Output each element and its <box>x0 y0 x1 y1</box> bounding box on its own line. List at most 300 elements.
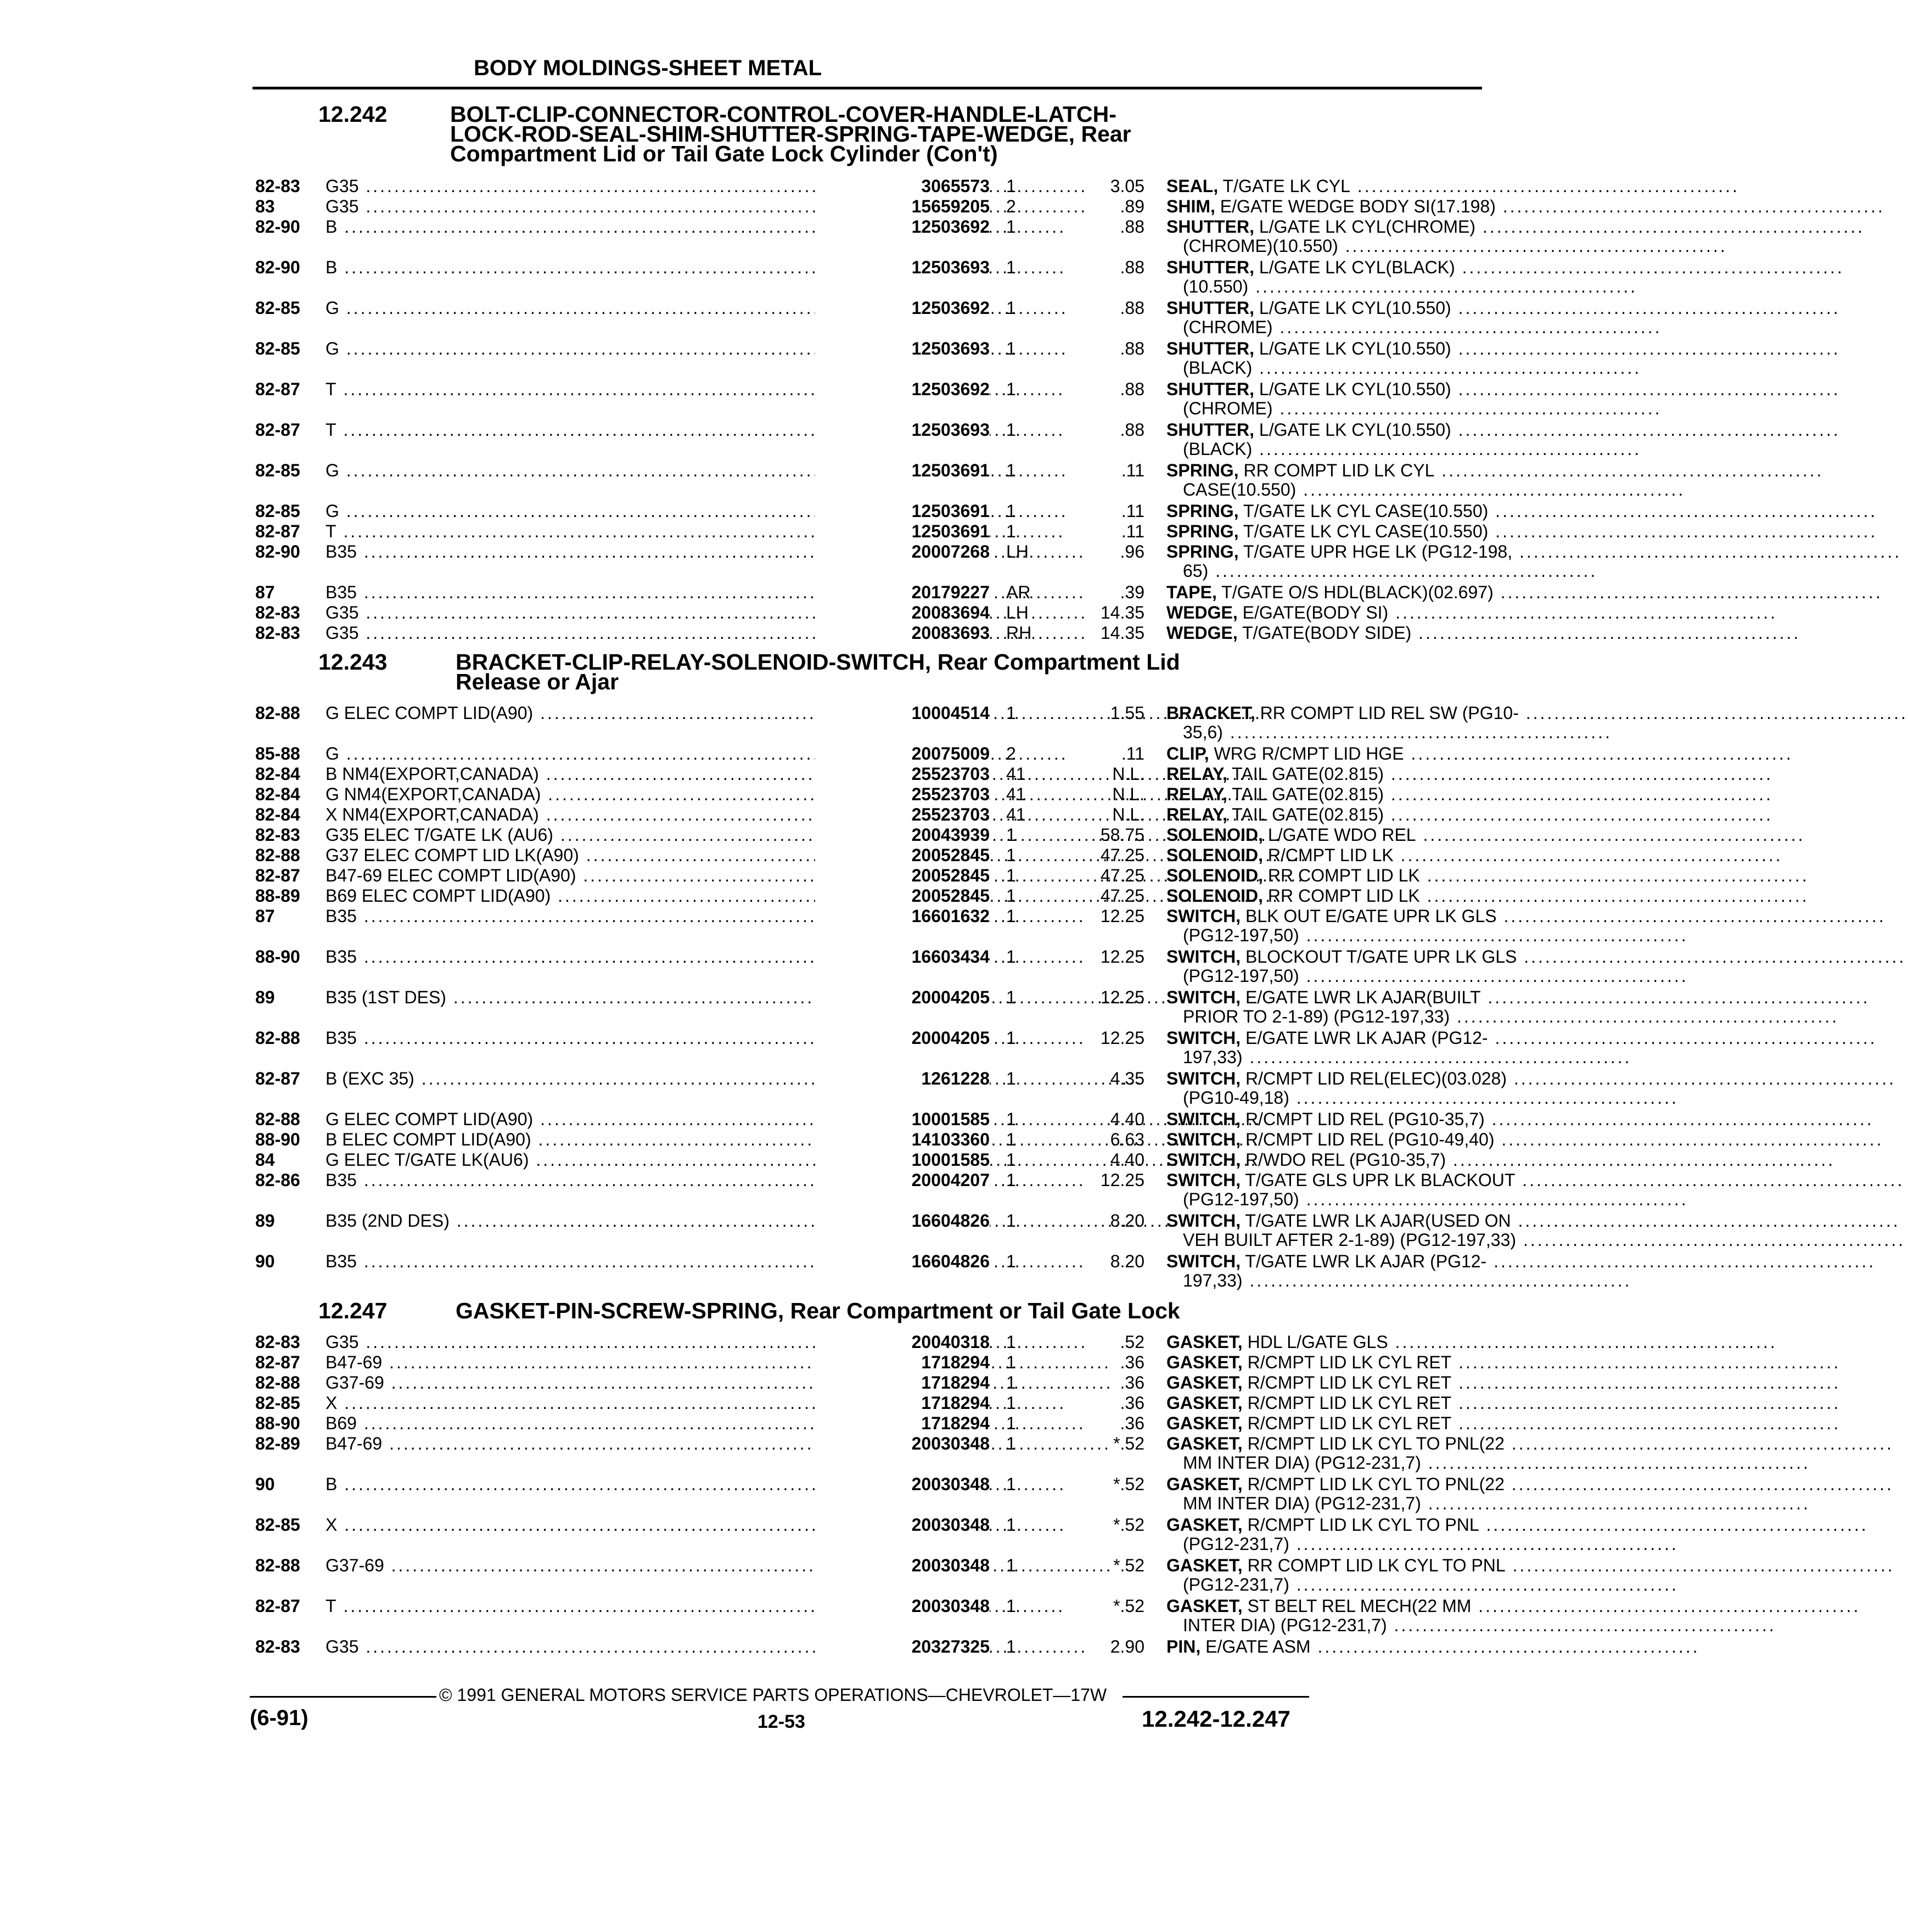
quantity: 1 <box>1006 1069 1016 1088</box>
model-code: B47-69 ELEC COMPT LID(A90) ..... <box>326 866 885 885</box>
price: .88 <box>1120 339 1144 358</box>
price: 58.75 <box>1100 825 1144 845</box>
price: .52 <box>1120 1332 1144 1352</box>
price: 3.05 <box>1110 176 1144 196</box>
part-name: GASKET, <box>1166 1596 1243 1616</box>
part-number: 20030348 <box>815 1434 990 1453</box>
part-name: SWITCH, <box>1166 1150 1241 1170</box>
part-detail: T/GATE LK CYL CASE(10.550) <box>1238 501 1489 521</box>
model-year: 82-87 <box>255 420 300 440</box>
quantity: 1 <box>1006 866 1016 885</box>
part-detail: R/CMPT LID LK CYL RET <box>1242 1393 1452 1413</box>
price: *.52 <box>1113 1555 1144 1575</box>
part-detail-continued: 197,33) ..... <box>1166 1048 1562 1067</box>
part-name: SWITCH, <box>1166 1069 1241 1088</box>
price: .11 <box>1121 501 1144 521</box>
part-detail: BLOCKOUT T/GATE UPR LK GLS <box>1241 947 1517 967</box>
part-description <box>1166 1373 1562 1392</box>
part-name: SPRING, <box>1166 542 1239 561</box>
model-code: G ..... <box>326 744 885 763</box>
model-year: 82-88 <box>255 1028 300 1048</box>
part-detail: L/GATE LK CYL(10.550) <box>1254 379 1451 399</box>
model-code: X ..... <box>326 1515 885 1535</box>
price: 4.35 <box>1110 1069 1144 1088</box>
model-code: B35 ..... <box>326 583 885 602</box>
part-detail-continued: PRIOR TO 2-1-89) (PG12-197,33) ..... <box>1166 1007 1562 1026</box>
quantity: 1 <box>1006 501 1016 521</box>
part-description <box>1166 785 1562 804</box>
part-detail: T/GATE GLS UPR LK BLACKOUT <box>1241 1170 1516 1190</box>
part-detail: R/CMPT LID REL(ELEC)(03.028) <box>1241 1069 1507 1088</box>
part-detail: R/CMPT LID LK CYL TO PNL(22 <box>1242 1474 1505 1494</box>
quantity: 1 <box>1006 1393 1016 1413</box>
part-detail: R/CMPT LID LK CYL TO PNL <box>1242 1515 1479 1535</box>
part-name: WEDGE, <box>1166 623 1238 643</box>
model-year: 84 <box>255 1150 275 1170</box>
part-name: CLIP, <box>1166 744 1209 763</box>
quantity: 1 <box>1006 1211 1016 1231</box>
price: 2.90 <box>1110 1637 1144 1656</box>
model-year: 82-84 <box>255 764 300 784</box>
model-year: 82-88 <box>255 1109 300 1129</box>
part-number: 20004207 <box>815 1171 990 1190</box>
model-code: G35 ..... <box>326 197 885 216</box>
price: N.L. <box>1112 764 1144 784</box>
price: .96 <box>1120 542 1144 561</box>
part-name: SHIM, <box>1166 196 1215 216</box>
model-code: G ELEC COMPT LID(A90) ..... <box>326 1110 885 1129</box>
quantity: 1 <box>1006 1515 1016 1535</box>
price: .36 <box>1120 1393 1144 1413</box>
part-description <box>1166 177 1562 196</box>
model-year: 88-90 <box>255 1130 300 1149</box>
part-number: 12503691 <box>815 502 990 521</box>
section-number: 12.243 <box>318 649 388 675</box>
part-description <box>1166 988 1562 1026</box>
price: 47.25 <box>1100 886 1144 906</box>
part-detail: R/CMPT LID LK CYL RET <box>1242 1373 1452 1392</box>
part-number: 20052845 <box>815 846 990 865</box>
part-detail: L/GATE LK CYL(10.550) <box>1254 298 1451 318</box>
part-number: 16604826 <box>815 1211 990 1231</box>
part-number: 1718294 <box>815 1373 990 1392</box>
part-description <box>1166 197 1562 216</box>
part-number: 20004205 <box>815 1029 990 1048</box>
section-heading: BRACKET-CLIP-RELAY-SOLENOID-SWITCH, Rear Compartment Lid Release or Ajar <box>456 649 1180 694</box>
part-name: SHUTTER, <box>1166 217 1254 237</box>
part-number: 20030348 <box>815 1475 990 1494</box>
model-code: B (EXC 35) ..... <box>326 1069 885 1088</box>
part-name: SOLENOID, <box>1166 886 1264 906</box>
model-code: G35 ELEC T/GATE LK (AU6) ..... <box>326 825 885 845</box>
part-number: 1718294 <box>815 1414 990 1433</box>
part-description <box>1166 603 1562 622</box>
part-detail-continued: MM INTER DIA) (PG12-231,7) ..... <box>1166 1494 1562 1513</box>
part-number: 20030348 <box>815 1515 990 1535</box>
part-detail: L/GATE WDO REL <box>1263 825 1416 845</box>
part-detail: HDL L/GATE GLS <box>1242 1332 1388 1352</box>
quantity: 41 <box>1006 805 1026 824</box>
quantity: RH <box>1006 623 1032 643</box>
price: 12.25 <box>1100 987 1144 1007</box>
part-name: SWITCH, <box>1166 906 1241 926</box>
quantity: 1 <box>1006 217 1016 237</box>
price: .36 <box>1120 1413 1144 1433</box>
part-number: 20030348 <box>815 1597 990 1616</box>
part-number: 20052845 <box>815 886 990 906</box>
part-number: 25523703 <box>815 805 990 824</box>
quantity: 1 <box>1006 1028 1016 1048</box>
model-code: B ELEC COMPT LID(A90) ..... <box>326 1130 885 1149</box>
part-description <box>1166 299 1562 337</box>
quantity: 1 <box>1006 845 1016 865</box>
part-name: SHUTTER, <box>1166 298 1254 318</box>
model-year: 82-87 <box>255 866 300 885</box>
part-detail-continued: (BLACK) ..... <box>1166 440 1562 459</box>
quantity: 1 <box>1006 298 1016 318</box>
part-detail: E/GATE WEDGE BODY SI(17.198) <box>1215 196 1496 216</box>
model-year: 83 <box>255 196 275 216</box>
model-code: X NM4(EXPORT,CANADA) ..... <box>326 805 885 824</box>
model-year: 82-89 <box>255 1434 300 1453</box>
model-year: 82-90 <box>255 542 300 561</box>
quantity: 41 <box>1006 764 1026 784</box>
quantity: 41 <box>1006 784 1026 804</box>
part-detail: TAIL GATE(02.815) <box>1227 805 1384 824</box>
price: 6.63 <box>1110 1130 1144 1149</box>
part-description <box>1166 461 1562 499</box>
price: .88 <box>1120 379 1144 399</box>
part-detail-continued: (BLACK) ..... <box>1166 358 1562 378</box>
part-detail-continued: INTER DIA) (PG12-231,7) ..... <box>1166 1616 1562 1635</box>
model-code: G NM4(EXPORT,CANADA) ..... <box>326 785 885 804</box>
part-description <box>1166 947 1562 986</box>
model-code: G ELEC T/GATE LK(AU6) ..... <box>326 1150 885 1170</box>
part-detail-continued: 197,33) ..... <box>1166 1271 1562 1290</box>
part-name: SEAL, <box>1166 176 1219 196</box>
quantity: 1 <box>1006 1474 1016 1494</box>
model-year: 82-83 <box>255 1332 300 1352</box>
model-code: B ..... <box>326 258 885 277</box>
part-number: 20179227 <box>815 583 990 602</box>
part-number: 12503691 <box>815 461 990 480</box>
part-description <box>1166 502 1562 521</box>
part-detail-continued: (PG10-49,18) ..... <box>1166 1088 1562 1108</box>
model-code: B47-69 ..... <box>326 1353 885 1372</box>
part-detail: ST BELT REL MECH(22 MM <box>1242 1596 1472 1616</box>
model-code: B35 (2ND DES) ..... <box>326 1211 885 1231</box>
part-detail-continued: (PG12-231,7) ..... <box>1166 1575 1562 1594</box>
quantity: 1 <box>1006 379 1016 399</box>
part-description <box>1166 846 1562 865</box>
part-description <box>1166 1434 1562 1473</box>
part-detail: T/GATE O/S HDL(BLACK)(02.697) <box>1216 582 1494 602</box>
price: 14.35 <box>1100 603 1144 622</box>
model-year: 90 <box>255 1251 275 1271</box>
part-number: 20004205 <box>815 988 990 1007</box>
part-description <box>1166 1029 1562 1067</box>
part-name: GASKET, <box>1166 1474 1243 1494</box>
part-name: SOLENOID, <box>1166 825 1264 845</box>
section-number: 12.247 <box>318 1298 388 1323</box>
model-year: 82-84 <box>255 805 300 824</box>
price: 47.25 <box>1100 866 1144 885</box>
model-code: B35 ..... <box>326 1171 885 1190</box>
part-number: 12503692 <box>815 299 990 318</box>
quantity: 1 <box>1006 1251 1016 1271</box>
footer-rule-left <box>250 1696 436 1698</box>
model-year: 82-83 <box>255 603 300 622</box>
price: 12.25 <box>1100 947 1144 967</box>
part-description <box>1166 1211 1562 1250</box>
model-year: 82-88 <box>255 1373 300 1392</box>
part-name: WEDGE, <box>1166 603 1238 622</box>
model-year: 82-85 <box>255 298 300 318</box>
model-year: 89 <box>255 987 275 1007</box>
part-detail: E/GATE LWR LK AJAR(BUILT <box>1241 987 1481 1007</box>
part-description <box>1166 765 1562 784</box>
part-description <box>1166 583 1562 602</box>
part-detail: T/GATE LWR LK AJAR(USED ON <box>1241 1211 1511 1231</box>
model-year: 82-86 <box>255 1170 300 1190</box>
part-detail-continued: (CHROME) ..... <box>1166 318 1562 337</box>
section-number: 12.242 <box>318 102 388 127</box>
part-detail-continued: (CHROME) ..... <box>1166 399 1562 418</box>
price: .88 <box>1120 257 1144 277</box>
model-year: 82-83 <box>255 623 300 643</box>
part-description <box>1166 1556 1562 1594</box>
part-detail: T/GATE LK CYL <box>1218 176 1350 196</box>
part-detail: L/GATE LK CYL(10.550) <box>1254 420 1451 440</box>
part-name: GASKET, <box>1166 1352 1243 1372</box>
price: .36 <box>1120 1352 1144 1372</box>
model-code: T ..... <box>326 1597 885 1616</box>
price: .36 <box>1120 1373 1144 1392</box>
part-description <box>1166 624 1562 643</box>
part-name: SWITCH, <box>1166 1130 1241 1149</box>
price: 4.40 <box>1110 1109 1144 1129</box>
quantity: 1 <box>1006 703 1016 723</box>
quantity: 1 <box>1006 1373 1016 1392</box>
part-name: SHUTTER, <box>1166 420 1254 440</box>
part-name: SWITCH, <box>1166 947 1241 967</box>
part-description <box>1166 1110 1562 1129</box>
part-description <box>1166 542 1562 581</box>
part-number: 25523703 <box>815 765 990 784</box>
part-name: SWITCH, <box>1166 1170 1241 1190</box>
part-description <box>1166 907 1562 945</box>
model-year: 88-89 <box>255 886 300 906</box>
model-year: 82-83 <box>255 176 300 196</box>
part-description <box>1166 1171 1562 1209</box>
model-year: 82-88 <box>255 845 300 865</box>
part-name: SPRING, <box>1166 501 1239 521</box>
part-description <box>1166 1069 1562 1108</box>
part-number: 12503692 <box>815 217 990 237</box>
model-year: 82-87 <box>255 1069 300 1088</box>
price: 4.40 <box>1110 1150 1144 1170</box>
model-code: G35 ..... <box>326 1333 885 1352</box>
part-number: 20083693 <box>815 624 990 643</box>
part-name: RELAY, <box>1166 784 1227 804</box>
model-code: B ..... <box>326 1475 885 1494</box>
part-name: SHUTTER, <box>1166 257 1254 277</box>
price: 14.35 <box>1100 623 1144 643</box>
part-detail-continued: VEH BUILT AFTER 2-1-89) (PG12-197,33) ..... <box>1166 1231 1562 1250</box>
part-detail: R/WDO REL (PG10-35,7) <box>1241 1150 1446 1170</box>
quantity: 1 <box>1006 1150 1016 1170</box>
part-description <box>1166 1414 1562 1433</box>
part-detail: R/CMPT LID LK CYL RET <box>1242 1413 1452 1433</box>
part-name: PIN, <box>1166 1637 1201 1656</box>
model-code: G37 ELEC COMPT LID LK(A90) ..... <box>326 846 885 865</box>
part-detail: RR COMPT LID LK CYL TO PNL <box>1242 1555 1506 1575</box>
part-number: 12503691 <box>815 522 990 541</box>
part-number: 1718294 <box>815 1394 990 1413</box>
model-year: 82-85 <box>255 460 300 480</box>
part-detail-continued: 35,6) ..... <box>1166 723 1562 742</box>
quantity: 1 <box>1006 825 1016 845</box>
quantity: 1 <box>1006 521 1016 541</box>
part-description <box>1166 886 1562 906</box>
model-year: 82-83 <box>255 1637 300 1656</box>
model-code: G ELEC COMPT LID(A90) ..... <box>326 704 885 723</box>
model-code: G35 ..... <box>326 1637 885 1656</box>
part-detail: TAIL GATE(02.815) <box>1227 764 1384 784</box>
part-number: 20040318 <box>815 1333 990 1352</box>
price: 8.20 <box>1110 1251 1144 1271</box>
part-detail: E/GATE(BODY SI) <box>1237 603 1389 622</box>
model-code: G ..... <box>326 502 885 521</box>
model-year: 82-88 <box>255 703 300 723</box>
model-year: 88-90 <box>255 947 300 967</box>
part-detail: WRG R/CMPT LID HGE <box>1209 744 1404 763</box>
footer-copyright: © 1991 GENERAL MOTORS SERVICE PARTS OPERATIONS—CHEVROLET—17W <box>439 1685 1107 1705</box>
part-number: 20030348 <box>815 1556 990 1575</box>
part-description <box>1166 744 1562 763</box>
quantity: 1 <box>1006 176 1016 196</box>
model-year: 82-87 <box>255 379 300 399</box>
model-year: 82-85 <box>255 1393 300 1413</box>
part-number: 16604826 <box>815 1252 990 1271</box>
model-code: G ..... <box>326 339 885 358</box>
part-number: 1261228 <box>815 1069 990 1088</box>
model-code: B35 (1ST DES) ..... <box>326 988 885 1007</box>
part-description <box>1166 1475 1562 1513</box>
price: .88 <box>1120 420 1144 440</box>
quantity: 1 <box>1006 1170 1016 1190</box>
part-description <box>1166 339 1562 378</box>
quantity: 1 <box>1006 1332 1016 1352</box>
part-number: 20083694 <box>815 603 990 622</box>
part-description <box>1166 522 1562 541</box>
quantity: 1 <box>1006 1413 1016 1433</box>
model-code: B35 ..... <box>326 907 885 926</box>
model-year: 82-87 <box>255 1596 300 1616</box>
model-year: 82-85 <box>255 339 300 358</box>
quantity: 1 <box>1006 1109 1016 1129</box>
price: *.52 <box>1113 1474 1144 1494</box>
part-detail: L/GATE LK CYL(BLACK) <box>1254 257 1455 277</box>
part-name: SHUTTER, <box>1166 339 1254 358</box>
part-number: 15659205 <box>815 197 990 216</box>
model-code: X ..... <box>326 1394 885 1413</box>
part-detail-continued: (PG12-197,50) ..... <box>1166 926 1562 945</box>
part-description <box>1166 1637 1562 1656</box>
quantity: 1 <box>1006 906 1016 926</box>
part-name: SWITCH, <box>1166 1211 1241 1231</box>
part-detail: R/CMPT LID REL (PG10-49,40) <box>1241 1130 1495 1149</box>
part-detail-continued: (PG12-197,50) ..... <box>1166 967 1562 986</box>
model-year: 82-85 <box>255 1515 300 1535</box>
part-detail: RR COMPT LID LK <box>1263 886 1420 906</box>
part-number: 20327325 <box>815 1637 990 1656</box>
model-year: 85-88 <box>255 744 300 763</box>
section-heading: BOLT-CLIP-CONNECTOR-CONTROL-COVER-HANDLE-LATCH- LOCK-ROD-SEAL-SHIM-SHUTTER-SPRING-TAPE-WEDGE, Rear Compartment Lid or Tail Gate Lock Cylinder (Con't) <box>450 102 1131 166</box>
part-detail: L/GATE LK CYL(CHROME) <box>1254 217 1476 237</box>
part-detail: R/CMPT LID LK <box>1263 845 1394 865</box>
model-year: 82-85 <box>255 501 300 521</box>
part-description <box>1166 1353 1562 1372</box>
part-detail: E/GATE LWR LK AJAR (PG12- <box>1241 1028 1488 1048</box>
part-name: RELAY, <box>1166 805 1227 824</box>
quantity: 1 <box>1006 420 1016 440</box>
price: .11 <box>1121 744 1144 763</box>
part-name: SOLENOID, <box>1166 866 1264 885</box>
model-code: G37-69 ..... <box>326 1373 885 1392</box>
part-name: GASKET, <box>1166 1515 1243 1535</box>
part-detail: R/CMPT LID LK CYL RET <box>1242 1352 1452 1372</box>
part-description <box>1166 1515 1562 1554</box>
model-year: 82-88 <box>255 1555 300 1575</box>
price: .88 <box>1120 298 1144 318</box>
model-code: B69 ..... <box>326 1414 885 1433</box>
model-code: G ..... <box>326 299 885 318</box>
model-code: B35 ..... <box>326 542 885 561</box>
quantity: 1 <box>1006 1555 1016 1575</box>
model-code: B35 ..... <box>326 947 885 967</box>
part-description <box>1166 420 1562 459</box>
price: .39 <box>1120 582 1144 602</box>
quantity: 2 <box>1006 744 1016 763</box>
part-name: TAPE, <box>1166 582 1217 602</box>
quantity: LH <box>1006 603 1029 622</box>
part-number: 16603434 <box>815 947 990 967</box>
part-detail: RR COMPT LID REL SW (PG10- <box>1255 703 1519 723</box>
quantity: 1 <box>1006 987 1016 1007</box>
part-number: 20075009 <box>815 744 990 763</box>
model-code: G35 ..... <box>326 603 885 622</box>
part-detail-continued: 65) ..... <box>1166 561 1562 581</box>
model-year: 82-83 <box>255 825 300 845</box>
model-year: 89 <box>255 1211 275 1231</box>
quantity: 1 <box>1006 339 1016 358</box>
part-name: SPRING, <box>1166 460 1239 480</box>
section-heading: GASKET-PIN-SCREW-SPRING, Rear Compartment or Tail Gate Lock <box>456 1298 1180 1323</box>
part-description <box>1166 825 1562 845</box>
part-number: 12503693 <box>815 258 990 277</box>
part-description <box>1166 380 1562 418</box>
part-number: 10001585 <box>815 1150 990 1170</box>
part-name: GASKET, <box>1166 1413 1243 1433</box>
model-year: 82-84 <box>255 784 300 804</box>
quantity: 1 <box>1006 886 1016 906</box>
price: 47.25 <box>1100 845 1144 865</box>
model-year: 82-90 <box>255 257 300 277</box>
part-name: SHUTTER, <box>1166 379 1254 399</box>
part-description <box>1166 1394 1562 1413</box>
part-name: GASKET, <box>1166 1434 1243 1453</box>
